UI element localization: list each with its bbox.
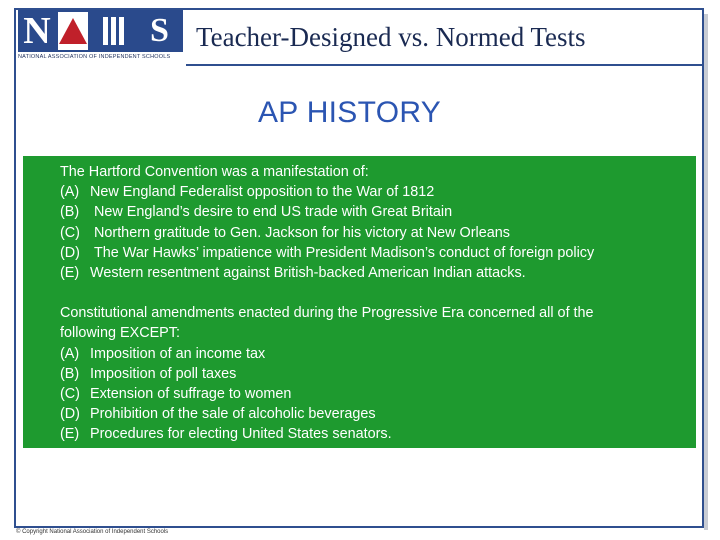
header-divider	[186, 64, 702, 66]
slide-title: AP HISTORY	[258, 96, 442, 129]
question-2-stem-line-2: following EXCEPT:	[60, 325, 180, 342]
nais-logo	[18, 10, 183, 62]
logo-s-text: S	[150, 12, 169, 49]
questions-box	[23, 156, 696, 448]
option-text: Procedures for electing United States senators.	[90, 426, 392, 443]
option-text: Western resentment against British-backed American Indian attacks.	[90, 265, 526, 282]
option-letter: (D)	[60, 244, 80, 261]
question-2-option-e	[60, 424, 696, 444]
question-2-option-c	[60, 384, 696, 404]
question-2-option-a	[60, 344, 696, 364]
option-letter: (E)	[60, 265, 80, 282]
option-text: Imposition of an income tax	[90, 345, 266, 362]
option-letter: (C)	[60, 224, 80, 241]
option-text: The War Hawks’ impatience with President Madison’s conduct of foreign policy	[94, 244, 595, 261]
question-1	[60, 162, 696, 283]
question-1-option-c	[60, 223, 696, 243]
option-text: Imposition of poll taxes	[90, 365, 237, 382]
question-2	[60, 303, 696, 444]
question-1-option-a	[60, 182, 696, 202]
bars-icon	[103, 17, 124, 45]
question-1-option-d	[60, 243, 696, 263]
triangle-icon	[59, 18, 87, 44]
logo-letter-i-bars-icon	[90, 10, 136, 52]
question-1-stem: The Hartford Convention was a manifestation of:	[60, 164, 369, 180]
option-letter: (D)	[60, 406, 80, 423]
question-spacer	[60, 283, 696, 303]
option-text: Northern gratitude to Gen. Jackson for his victory at New Orleans	[94, 224, 510, 241]
logo-letter-n	[18, 10, 56, 52]
question-1-option-e	[60, 263, 696, 283]
option-text: Prohibition of the sale of alcoholic beverages	[90, 406, 376, 423]
question-2-option-d	[60, 404, 696, 424]
option-letter: (A)	[60, 184, 80, 201]
logo-letter-s	[136, 10, 183, 52]
option-letter: (E)	[60, 426, 80, 443]
logo-n-text: N	[23, 10, 51, 52]
option-text: New England Federalist opposition to the War of 1812	[90, 184, 435, 201]
slide-content	[18, 84, 698, 448]
page-title: Teacher-Designed vs. Normed Tests	[196, 22, 586, 52]
option-letter: (B)	[60, 365, 80, 382]
logo-letters	[18, 10, 183, 52]
option-letter: (B)	[60, 204, 80, 221]
question-2-stem-line-1: Constitutional amendments enacted during the Progressive Era concerned all of the	[60, 305, 594, 322]
option-letter: (A)	[60, 345, 80, 362]
logo-tagline: NATIONAL ASSOCIATION OF INDEPENDENT SCHOOLS	[18, 54, 171, 60]
option-letter: (C)	[60, 386, 80, 403]
copyright-notice: © Copyright National Association of Independent Schools	[16, 529, 169, 535]
option-text: New England’s desire to end US trade with Great Britain	[94, 204, 453, 221]
option-text: Extension of suffrage to women	[90, 386, 292, 403]
question-1-option-b	[60, 202, 696, 222]
question-2-option-b	[60, 364, 696, 384]
logo-letter-a-triangle-icon	[56, 10, 90, 52]
